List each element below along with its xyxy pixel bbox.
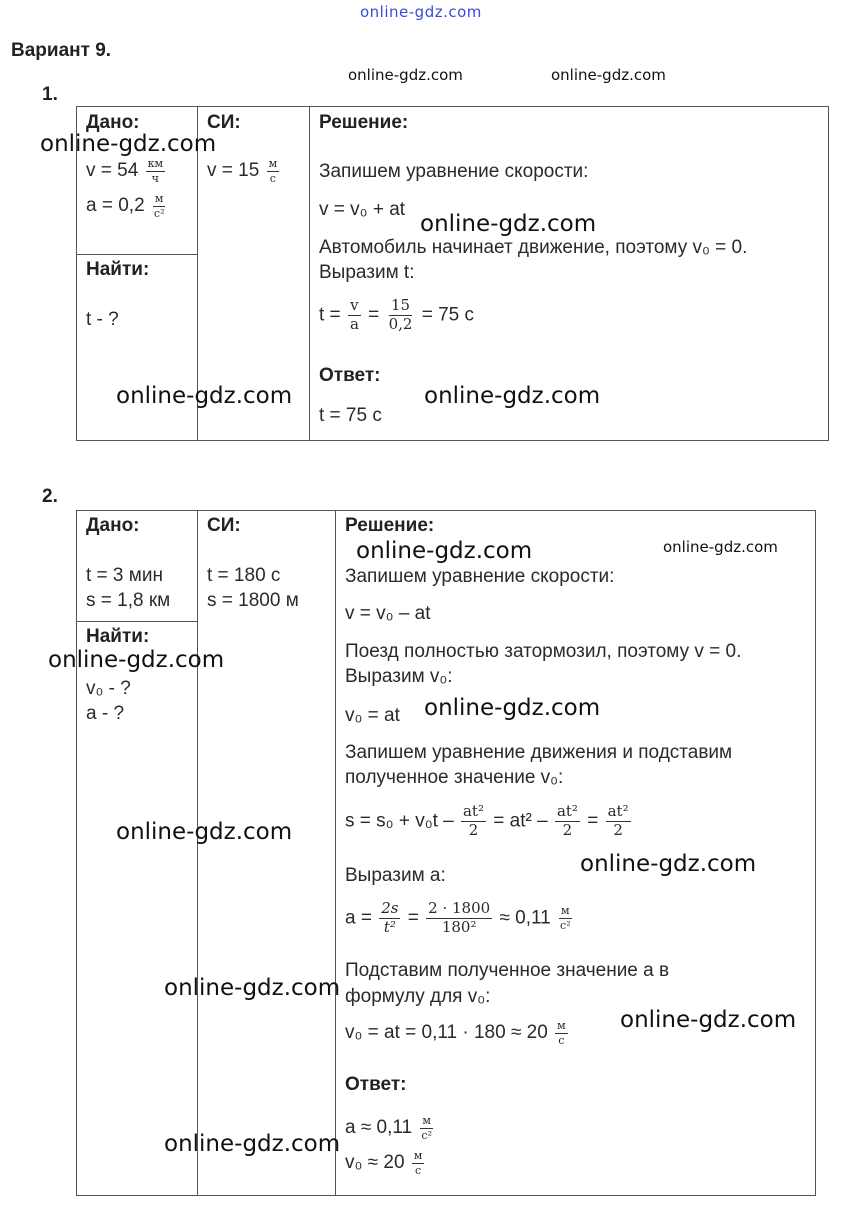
given-distance: s = 1,8 км bbox=[86, 590, 171, 611]
formula-t: t = $\frac{v}{a}$ = $\frac{15}{0,2}$ = 75 с bbox=[319, 296, 474, 333]
watermark: online-gdz.com bbox=[551, 66, 666, 84]
formula-motion: s = s₀ + v₀t – $\frac{\text{at²}}{2}$ = at² – $\frac{\text{at²}}{2}$ = $\frac{\text{at²}}{2}$ bbox=[345, 802, 629, 839]
problem-1-number: 1. bbox=[42, 84, 58, 105]
watermark: online-gdz.com bbox=[356, 538, 533, 564]
divider bbox=[309, 106, 310, 441]
solution-line: v = v₀ + at bbox=[319, 199, 406, 220]
page-title: Вариант 9. bbox=[11, 40, 112, 61]
si-distance: s = 1800 м bbox=[207, 590, 299, 611]
given-label: Дано: bbox=[86, 112, 140, 133]
answer-label: Ответ: bbox=[319, 365, 381, 386]
solution-line: формулу для v₀: bbox=[345, 986, 491, 1007]
formula-acceleration: a = $\frac{2s}{\text{t²}}$ = $\frac{2 \cdot 1800}{\text{180²}}$ ≈ 0,11 $\frac{м}{\text{с²}}$ bbox=[345, 899, 571, 936]
si-velocity: v = 15 $\frac{м}{с}$ bbox=[207, 157, 278, 185]
watermark: online-gdz.com bbox=[424, 695, 601, 721]
divider bbox=[197, 510, 198, 1196]
watermark: online-gdz.com bbox=[420, 211, 597, 237]
divider bbox=[76, 254, 197, 255]
solution-label: Решение: bbox=[319, 112, 409, 133]
watermark: online-gdz.com bbox=[424, 383, 601, 409]
solution-line: Подставим полученное значение a в bbox=[345, 960, 670, 981]
given-time: t = 3 мин bbox=[86, 565, 163, 586]
watermark: online-gdz.com bbox=[116, 383, 293, 409]
si-time: t = 180 с bbox=[207, 565, 281, 586]
solution-line: полученное значение v₀: bbox=[345, 767, 564, 788]
solution-line: v = v₀ – at bbox=[345, 603, 431, 624]
watermark: online-gdz.com bbox=[164, 975, 341, 1001]
watermark: online-gdz.com bbox=[348, 66, 463, 84]
watermark: online-gdz.com bbox=[116, 819, 293, 845]
solution-line: Запишем уравнение скорости: bbox=[319, 161, 589, 182]
site-url: online-gdz.com bbox=[360, 3, 482, 21]
solution-line: Выразим a: bbox=[345, 865, 446, 886]
divider bbox=[76, 621, 197, 622]
divider bbox=[335, 510, 336, 1196]
solution-line: Выразим v₀: bbox=[345, 666, 453, 687]
solution-line: Автомобиль начинает движение, поэтому v₀ = 0. bbox=[319, 237, 748, 258]
solution-label: Решение: bbox=[345, 515, 435, 536]
given-velocity: v = 54 $\frac{км}{ч}$ bbox=[86, 157, 164, 185]
solution-line: Поезд полностью затормозил, поэтому v = 0. bbox=[345, 641, 742, 662]
solution-line: Запишем уравнение скорости: bbox=[345, 566, 615, 587]
watermark: online-gdz.com bbox=[40, 131, 217, 157]
watermark: online-gdz.com bbox=[48, 647, 225, 673]
solution-line: Выразим t: bbox=[319, 262, 415, 283]
problem-2-number: 2. bbox=[42, 486, 58, 507]
watermark: online-gdz.com bbox=[620, 1007, 797, 1033]
watermark: online-gdz.com bbox=[164, 1131, 341, 1157]
answer-value: t = 75 с bbox=[319, 405, 382, 426]
watermark: online-gdz.com bbox=[663, 538, 778, 556]
given-acceleration: a = 0,2 $\frac{м}{\text{с²}}$ bbox=[86, 192, 165, 220]
watermark: online-gdz.com bbox=[580, 851, 757, 877]
solution-line: Запишем уравнение движения и подставим bbox=[345, 742, 733, 763]
answer-acceleration: a ≈ 0,11 $\frac{м}{\text{с²}}$ bbox=[345, 1114, 432, 1142]
find-acceleration: a - ? bbox=[86, 703, 125, 724]
find-time: t - ? bbox=[86, 309, 119, 330]
find-label: Найти: bbox=[86, 259, 150, 280]
formula-initial-velocity: v₀ = at = 0,11 · 180 ≈ 20 $\frac{м}{с}$ bbox=[345, 1019, 566, 1047]
si-label: СИ: bbox=[207, 515, 241, 536]
find-label: Найти: bbox=[86, 626, 150, 647]
answer-initial-velocity: v₀ ≈ 20 $\frac{м}{с}$ bbox=[345, 1149, 423, 1177]
si-label: СИ: bbox=[207, 112, 241, 133]
solution-line: v₀ = at bbox=[345, 705, 400, 726]
answer-label: Ответ: bbox=[345, 1074, 407, 1095]
find-initial-velocity: v₀ - ? bbox=[86, 678, 131, 699]
given-label: Дано: bbox=[86, 515, 140, 536]
